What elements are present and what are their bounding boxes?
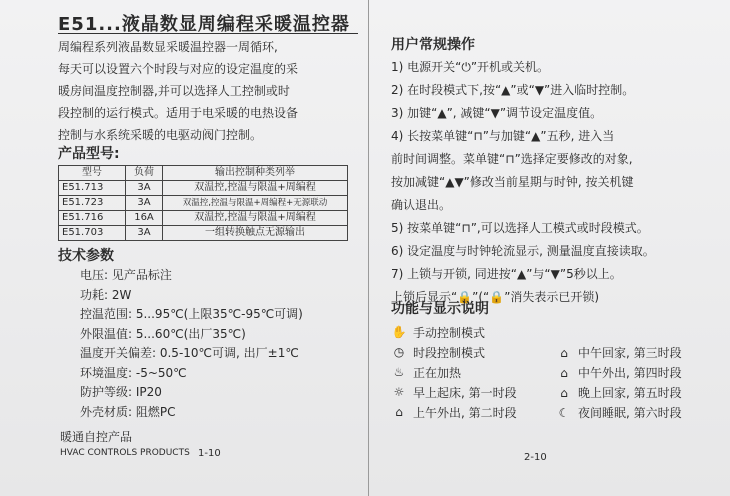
ops-line: 确认退出。	[391, 198, 452, 212]
intro-line: 段控制的运行模式。适用于电采暖的电热设备	[58, 106, 299, 120]
func-label: 晚上回家, 第五时段	[578, 385, 682, 400]
model-section-title: 产品型号:	[58, 146, 120, 162]
intro-line: 每天可以设置六个时段与对应的设定温度的采	[58, 62, 299, 76]
intro-line: 暖房间温度控制器,并可以选择人工控制或时	[58, 84, 290, 98]
cell-desc: 双温控,控温与限温+周编程+无源联动	[163, 196, 348, 211]
table-row	[59, 181, 348, 196]
ops-line: 2) 在时段模式下,按“▲”或“▼”进入临时控制。	[391, 83, 635, 97]
heating-icon: ♨	[393, 365, 405, 379]
func-item	[391, 362, 711, 382]
intro-line: 控制与水系统采暖的电驱动阀门控制。	[58, 128, 263, 142]
ops-line: 6) 设定温度与时钟轮流显示, 测量温度直接读取。	[391, 244, 655, 258]
func-label: 中午外出, 第四时段	[578, 365, 682, 380]
spec-item: 防护等级: IP20	[80, 385, 162, 399]
cell-load: 3A	[126, 196, 163, 211]
table-row	[59, 211, 348, 226]
spec-item: 外限温值: 5...60℃(出厂35℃)	[80, 326, 246, 341]
table-row	[59, 196, 348, 211]
house-return-icon: ⌂	[560, 385, 568, 400]
ops-line: 5) 按菜单键“⊓”,可以选择人工模式或时段模式。	[391, 221, 649, 235]
ops-line: 3) 加键“▲”, 减键“▼”调节设定温度值。	[391, 106, 603, 120]
ops-section-title: 用户常规操作	[391, 37, 475, 53]
func-label: 正在加热	[413, 365, 462, 380]
func-item-right	[556, 384, 682, 401]
intro-line: 周编程系列液晶数显采暖温控器一周循环,	[58, 40, 278, 54]
spec-item: 电压: 见产品标注	[80, 268, 172, 282]
spec-item: 环境温度: -5~50℃	[80, 365, 187, 380]
spec-item: 控温范围: 5...95℃(上限35℃-95℃可调)	[80, 307, 303, 321]
clock-icon: ◷	[393, 345, 405, 359]
cell-model: E51.716	[59, 211, 126, 226]
func-item-right	[556, 404, 682, 421]
spec-list	[80, 266, 303, 422]
cell-desc: 双温控,控温与限温+周编程	[163, 181, 348, 196]
func-item-right	[556, 364, 682, 381]
ops-line: 4) 长按菜单键“⊓”与加键“▲”五秒, 进入当	[391, 129, 615, 143]
product-title: E51...液晶数显周编程采暖温控器	[58, 14, 350, 35]
ops-line: 按加减键“▲▼”修改当前星期与时钟, 按关机键	[391, 175, 634, 189]
func-label: 中午回家, 第三时段	[578, 345, 682, 360]
cell-model: E51.703	[59, 226, 126, 241]
model-table	[58, 165, 348, 241]
func-label: 夜间睡眠, 第六时段	[578, 405, 682, 420]
page-number-right: 2-10	[524, 452, 547, 463]
cell-desc: 双温控,控温与限温+周编程	[163, 211, 348, 226]
col-header-load: 负荷	[126, 166, 163, 181]
col-header-model: 型号	[59, 166, 126, 181]
table-row	[59, 226, 348, 241]
right-page	[369, 0, 730, 496]
spec-item: 外壳材质: 阻燃PC	[80, 404, 176, 419]
ops-line: 1) 电源开关“⏻”开机或关机。	[391, 60, 550, 74]
footer-brand: HVAC CONTROLS PRODUCTS	[60, 448, 190, 458]
func-item	[391, 322, 711, 342]
cell-load: 3A	[126, 181, 163, 196]
cell-load: 3A	[126, 226, 163, 241]
spec-section-title: 技术参数	[58, 248, 114, 264]
house-icon: ⌂	[560, 345, 568, 360]
cell-desc: 一组转换触点无源输出	[163, 226, 348, 241]
cell-model: E51.723	[59, 196, 126, 211]
cell-load: 16A	[126, 211, 163, 226]
func-label: 上午外出, 第二时段	[413, 405, 517, 420]
func-label: 时段控制模式	[413, 345, 486, 360]
ops-line: 前时间调整。菜单键“⊓”选择定要修改的对象,	[391, 152, 633, 166]
hand-icon: ✋	[391, 325, 407, 339]
house-out-icon: ⌂	[560, 365, 568, 380]
sun-icon: ☼	[393, 385, 405, 399]
func-section-title: 功能与显示说明	[391, 301, 489, 317]
func-item	[391, 382, 711, 402]
func-list	[391, 322, 711, 422]
title-underline	[58, 33, 358, 34]
moon-icon: ☾	[558, 405, 570, 420]
house-leave-icon: ⌂	[395, 405, 403, 419]
ops-line: 7) 上锁与开锁, 同进按“▲”与“▼”5秒以上。	[391, 267, 622, 281]
col-header-desc: 输出控制种类列举	[163, 166, 348, 181]
func-label: 早上起床, 第一时段	[413, 385, 517, 400]
func-item	[391, 342, 711, 362]
ops-list	[391, 56, 711, 309]
spec-item: 温度开关偏差: 0.5-10℃可调, 出厂±1℃	[80, 346, 299, 360]
func-item-right	[556, 344, 682, 361]
ops-line: 上锁后显示“🔒”(“🔒”消失表示已开锁)	[391, 290, 600, 304]
func-label: 手动控制模式	[413, 325, 486, 340]
intro-paragraph	[58, 36, 348, 146]
func-item	[391, 402, 711, 422]
category-label: 暖通自控产品	[60, 430, 133, 444]
page-number-left: 1-10	[198, 448, 221, 459]
spec-item: 功耗: 2W	[80, 287, 132, 302]
table-header-row	[59, 166, 348, 181]
cell-model: E51.713	[59, 181, 126, 196]
